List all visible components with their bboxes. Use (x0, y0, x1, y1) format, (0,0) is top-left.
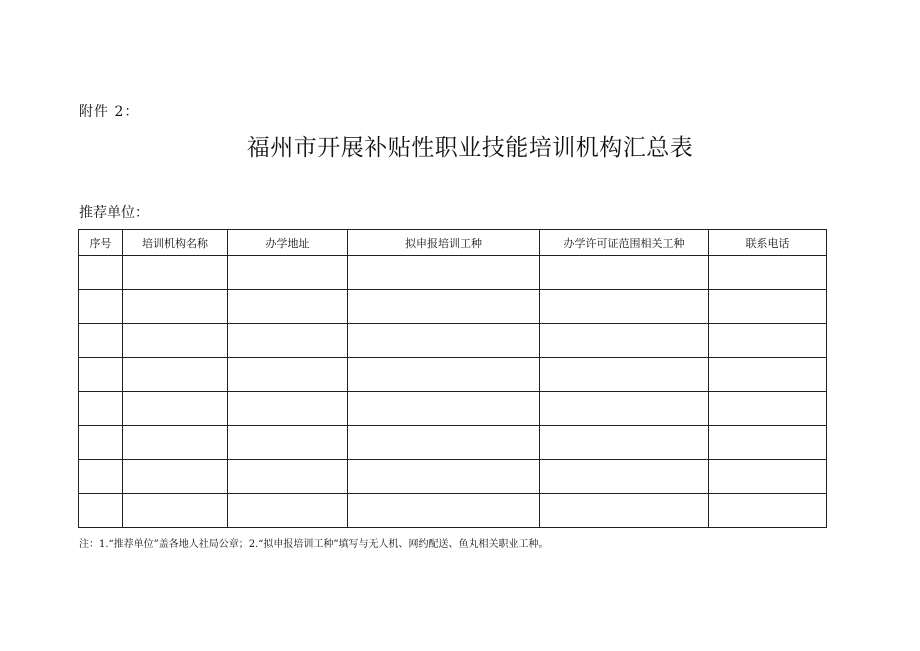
table-cell[interactable] (79, 460, 123, 494)
table-row (79, 256, 827, 290)
table-cell[interactable] (79, 256, 123, 290)
table-cell[interactable] (348, 256, 540, 290)
table-cell[interactable] (228, 460, 348, 494)
attachment-label: 附件 2： (79, 104, 140, 120)
footnote: 注：1.“推荐单位”盖各地人社局公章；2.“拟申报培训工种”填写与无人机、网约配送、鱼丸相关职业工种。 (79, 539, 549, 550)
table-cell[interactable] (348, 324, 540, 358)
table-cell[interactable] (348, 392, 540, 426)
table-row (79, 358, 827, 392)
table-cell[interactable] (348, 290, 540, 324)
table-header-row (79, 230, 827, 256)
table-cell[interactable] (123, 358, 228, 392)
table-cell[interactable] (540, 256, 709, 290)
table-cell[interactable] (348, 426, 540, 460)
table-cell[interactable] (79, 494, 123, 528)
table-cell[interactable] (123, 256, 228, 290)
table-row (79, 392, 827, 426)
table-cell[interactable] (540, 460, 709, 494)
table-row (79, 324, 827, 358)
table-cell[interactable] (228, 426, 348, 460)
table-cell[interactable] (348, 460, 540, 494)
table-cell[interactable] (709, 290, 827, 324)
table-cell[interactable] (123, 324, 228, 358)
table-cell[interactable] (709, 256, 827, 290)
table-cell[interactable] (228, 324, 348, 358)
table-cell[interactable] (123, 426, 228, 460)
table-cell[interactable] (540, 426, 709, 460)
table-cell[interactable] (79, 426, 123, 460)
table-cell[interactable] (709, 358, 827, 392)
header-licensed-trades: 办学许可证范围相关工种 (540, 230, 709, 256)
table-cell[interactable] (540, 392, 709, 426)
table-cell[interactable] (228, 290, 348, 324)
table-cell[interactable] (540, 494, 709, 528)
table-cell[interactable] (709, 426, 827, 460)
header-school-address: 办学地址 (228, 230, 348, 256)
table-cell[interactable] (79, 290, 123, 324)
header-serial-number: 序号 (79, 230, 123, 256)
table-cell[interactable] (348, 494, 540, 528)
table-cell[interactable] (79, 358, 123, 392)
table-cell[interactable] (228, 392, 348, 426)
table-row (79, 494, 827, 528)
table-row (79, 290, 827, 324)
table-cell[interactable] (79, 324, 123, 358)
table-cell[interactable] (709, 324, 827, 358)
table-cell[interactable] (228, 494, 348, 528)
table-cell[interactable] (79, 392, 123, 426)
table-cell[interactable] (540, 290, 709, 324)
table-cell[interactable] (709, 460, 827, 494)
page-title: 福州市开展补贴性职业技能培训机构汇总表 (246, 135, 694, 161)
table-cell[interactable] (228, 358, 348, 392)
header-contact-phone: 联系电话 (709, 230, 827, 256)
table-row (79, 460, 827, 494)
header-institution-name: 培训机构名称 (123, 230, 228, 256)
table-cell[interactable] (709, 392, 827, 426)
table-body (79, 256, 827, 528)
table-cell[interactable] (123, 494, 228, 528)
table-cell[interactable] (709, 494, 827, 528)
summary-table (78, 229, 827, 528)
table-cell[interactable] (540, 324, 709, 358)
recommender-label: 推荐单位： (79, 205, 149, 221)
table-cell[interactable] (123, 460, 228, 494)
table-cell[interactable] (540, 358, 709, 392)
table-cell[interactable] (123, 290, 228, 324)
table-cell[interactable] (348, 358, 540, 392)
table-row (79, 426, 827, 460)
table-cell[interactable] (123, 392, 228, 426)
header-planned-training-trades: 拟申报培训工种 (348, 230, 540, 256)
table-cell[interactable] (228, 256, 348, 290)
